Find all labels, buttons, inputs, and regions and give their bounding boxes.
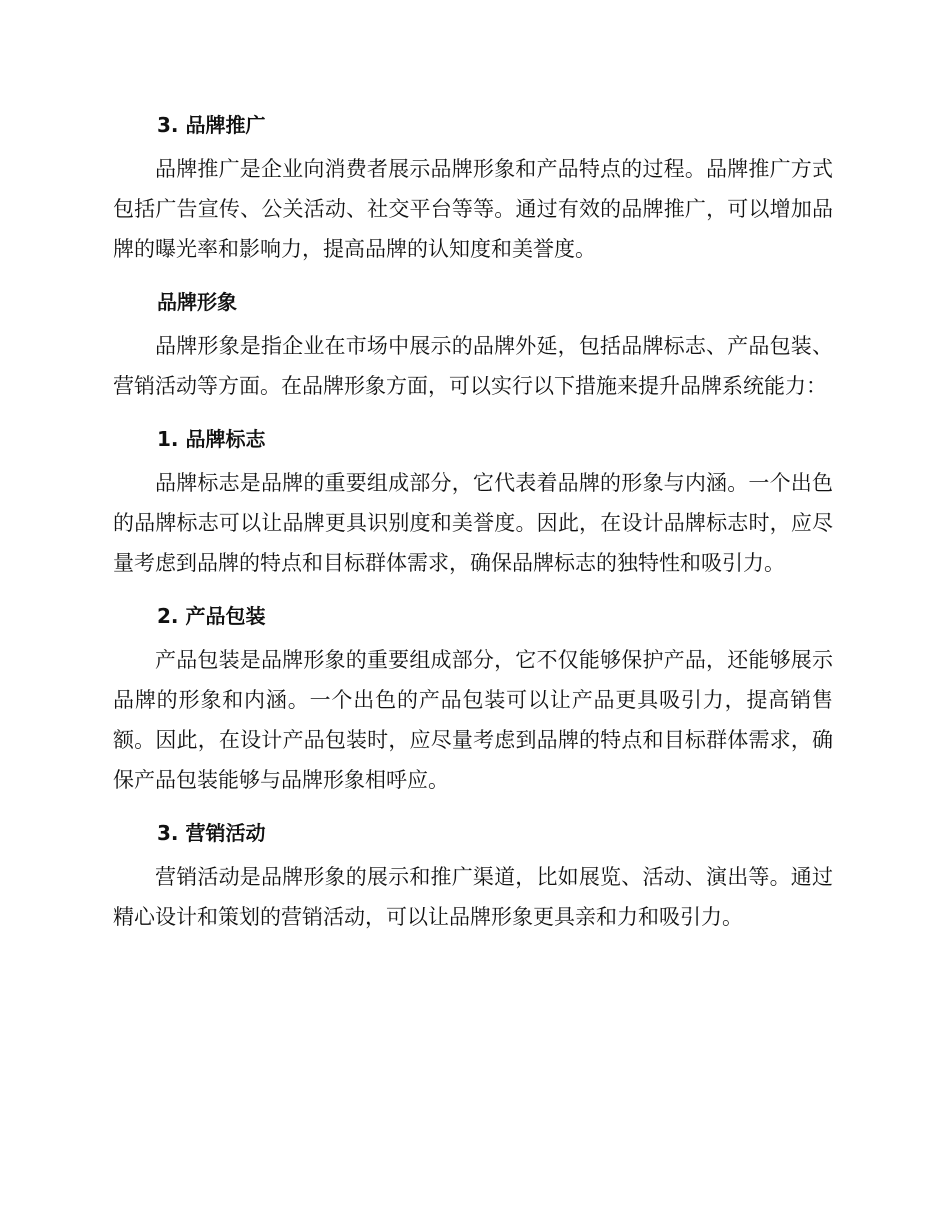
section-paragraph: 品牌推广是企业向消费者展示品牌形象和产品特点的过程。品牌推广方式包括广告宣传、公关活动、社交平台等等。通过有效的品牌推广，可以增加品牌的曝光率和影响力，提高品牌的认知度和美誉度。 <box>113 157 833 261</box>
section-brand-promotion <box>113 102 833 269</box>
section-product-packaging <box>113 593 833 800</box>
section-paragraph: 品牌形象是指企业在市场中展示的品牌外延，包括品牌标志、产品包装、营销活动等方面。在品牌形象方面，可以实行以下措施来提升品牌系统能力： <box>113 334 833 398</box>
section-heading: 品牌形象 <box>157 290 237 314</box>
section-brand-logo <box>113 416 833 583</box>
section-heading: 3. 品牌推广 <box>157 113 266 137</box>
section-paragraph: 品牌标志是品牌的重要组成部分，它代表着品牌的形象与内涵。一个出色的品牌标志可以让品牌更具识别度和美誉度。因此，在设计品牌标志时，应尽量考虑到品牌的特点和目标群体需求，确保品牌标志的独特性和吸引力。 <box>113 471 833 575</box>
document-body <box>113 102 833 947</box>
section-heading: 1. 品牌标志 <box>157 427 266 451</box>
section-heading: 3. 营销活动 <box>157 821 266 845</box>
section-heading: 2. 产品包装 <box>157 604 266 628</box>
section-marketing-activities <box>113 810 833 937</box>
section-brand-image <box>113 279 833 406</box>
section-paragraph: 营销活动是品牌形象的展示和推广渠道，比如展览、活动、演出等。通过精心设计和策划的营销活动，可以让品牌形象更具亲和力和吸引力。 <box>113 865 833 929</box>
section-paragraph: 产品包装是品牌形象的重要组成部分，它不仅能够保护产品，还能够展示品牌的形象和内涵。一个出色的产品包装可以让产品更具吸引力，提高销售额。因此，在设计产品包装时，应尽量考虑到品牌的特点和目标群体需求，确保产品包装能够与品牌形象相呼应。 <box>113 648 833 792</box>
